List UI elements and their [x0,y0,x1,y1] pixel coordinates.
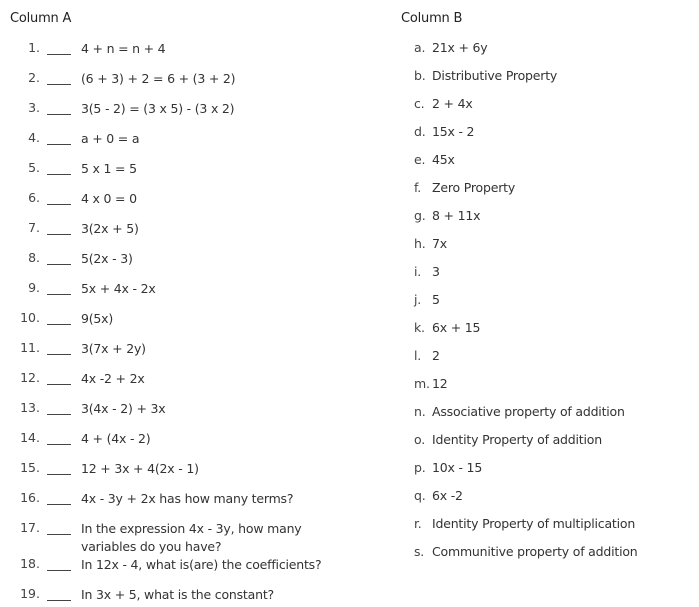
item-text: 3 [432,264,440,279]
item-letter: o. [414,432,426,447]
column-b-item [414,460,694,475]
answer-blank[interactable] [47,204,71,205]
item-text: 15x - 2 [432,124,475,139]
item-number: 14. [20,430,40,445]
item-text: 12 + 3x + 4(2x - 1) [81,461,199,476]
item-number: 18. [20,556,40,571]
column-a-item [0,100,390,120]
answer-blank[interactable] [47,504,71,505]
item-text: Associative property of addition [432,404,625,419]
answer-blank[interactable] [47,324,71,325]
item-letter: d. [414,124,426,139]
item-number: 16. [20,490,40,505]
item-number: 4. [28,130,40,145]
item-number: 9. [28,280,40,295]
item-text: Identity Property of multiplication [432,516,636,531]
item-text: 2 [432,348,440,363]
answer-blank[interactable] [47,570,71,571]
column-b-item [414,208,694,223]
item-text: 5 x 1 = 5 [81,161,137,176]
column-a-item [0,520,390,554]
answer-blank[interactable] [47,84,71,85]
column-a-item [0,250,390,270]
answer-blank[interactable] [47,414,71,415]
item-text: 3(7x + 2y) [81,341,146,356]
answer-blank[interactable] [47,384,71,385]
column-b-item [414,348,694,363]
column-a-item [0,430,390,450]
column-a-item [0,370,390,390]
item-text: Communitive property of addition [432,544,638,559]
column-a-item [0,130,390,150]
column-b-item [414,264,694,279]
answer-blank[interactable] [47,294,71,295]
answer-blank[interactable] [47,444,71,445]
column-b-item [414,544,694,559]
column-b-item [414,516,694,531]
answer-blank[interactable] [47,600,71,601]
item-letter: i. [414,264,422,279]
item-text: a + 0 = a [81,131,140,146]
item-number: 11. [20,340,40,355]
column-b-item [414,432,694,447]
item-letter: a. [414,40,426,55]
answer-blank[interactable] [47,474,71,475]
item-letter: r. [414,516,422,531]
item-letter: q. [414,488,426,503]
item-text: 5 [432,292,440,307]
item-letter: c. [414,96,425,111]
item-number: 3. [28,100,40,115]
item-text: In 12x - 4, what is(are) the coefficients? [81,557,322,572]
item-number: 17. [20,520,40,535]
item-text: 5x + 4x - 2x [81,281,156,296]
column-a-item [0,70,390,90]
item-text: 21x + 6y [432,40,488,55]
item-letter: f. [414,180,422,195]
column-b-item [414,404,694,419]
item-text: 7x [432,236,447,251]
item-text: Identity Property of addition [432,432,602,447]
item-letter: g. [414,208,426,223]
answer-blank[interactable] [47,114,71,115]
column-b-item [414,180,694,195]
item-number: 6. [28,190,40,205]
column-b-item [414,236,694,251]
answer-blank[interactable] [47,54,71,55]
item-text: 3(2x + 5) [81,221,139,236]
item-text: 4x -2 + 2x [81,371,145,386]
item-text: 4 + n = n + 4 [81,41,166,56]
item-number: 12. [20,370,40,385]
item-text: In the expression 4x - 3y, how many variables do you have? [81,521,302,554]
item-letter: m. [414,376,430,391]
item-text: 10x - 15 [432,460,483,475]
item-text: In 3x + 5, what is the constant? [81,587,274,602]
item-letter: s. [414,544,425,559]
column-b-item [414,96,694,111]
item-text: 4 x 0 = 0 [81,191,137,206]
item-letter: k. [414,320,425,335]
column-b-item [414,152,694,167]
answer-blank[interactable] [47,264,71,265]
column-a-item [0,40,390,60]
item-text: 12 [432,376,448,391]
item-number: 19. [20,586,40,601]
item-number: 8. [28,250,40,265]
item-number: 5. [28,160,40,175]
column-a-item [0,400,390,420]
item-text: (6 + 3) + 2 = 6 + (3 + 2) [81,71,236,86]
column-b-item [414,320,694,335]
column-a-item [0,220,390,240]
item-letter: n. [414,404,426,419]
column-a-item [0,160,390,180]
item-number: 13. [20,400,40,415]
item-letter: h. [414,236,426,251]
item-text: Zero Property [432,180,516,195]
item-text: 4 + (4x - 2) [81,431,151,446]
item-letter: p. [414,460,426,475]
item-letter: e. [414,152,426,167]
item-text: 6x -2 [432,488,463,503]
item-text: 45x [432,152,455,167]
item-text: 5(2x - 3) [81,251,133,266]
column-b-item [414,68,694,83]
column-a-item [0,490,390,510]
column-a-heading: Column A [10,11,72,26]
column-a-item [0,280,390,300]
column-a-item [0,190,390,210]
item-text: 8 + 11x [432,208,481,223]
column-b-item [414,376,694,391]
item-letter: b. [414,68,426,83]
answer-blank[interactable] [47,234,71,235]
item-text: 4x - 3y + 2x has how many terms? [81,491,294,506]
answer-blank[interactable] [47,174,71,175]
column-a-item [0,460,390,480]
item-text: Distributive Property [432,68,558,83]
item-text: 3(5 - 2) = (3 x 5) - (3 x 2) [81,101,235,116]
column-a-item [0,586,390,606]
answer-blank[interactable] [47,354,71,355]
column-a-item [0,340,390,360]
item-number: 1. [28,40,40,55]
item-letter: l. [414,348,422,363]
column-b-item [414,40,694,55]
answer-blank[interactable] [47,534,71,535]
item-number: 7. [28,220,40,235]
item-number: 2. [28,70,40,85]
item-text: 6x + 15 [432,320,481,335]
item-letter: j. [414,292,422,307]
item-number: 15. [20,460,40,475]
item-text: 2 + 4x [432,96,473,111]
column-b-item [414,292,694,307]
item-number: 10. [20,310,40,325]
column-a-item [0,556,390,576]
column-b-item [414,488,694,503]
column-a-item [0,310,390,330]
column-b-item [414,124,694,139]
item-text: 3(4x - 2) + 3x [81,401,166,416]
item-text: 9(5x) [81,311,114,326]
column-b-heading: Column B [401,11,463,26]
answer-blank[interactable] [47,144,71,145]
